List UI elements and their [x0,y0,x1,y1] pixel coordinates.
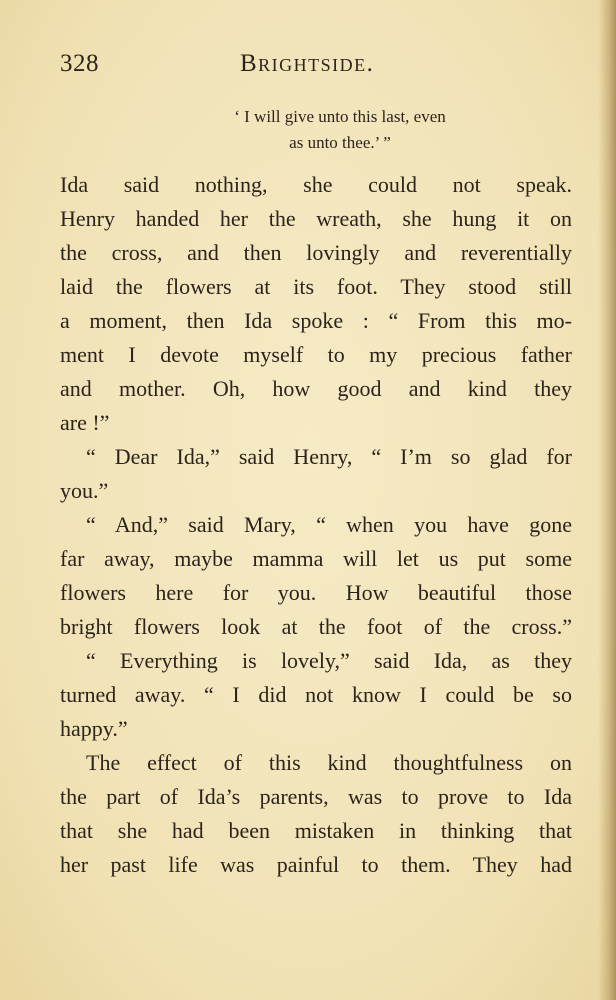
text-line: “ Everything is lovely,” said Ida, as they [86,648,572,673]
text-line: laid the flowers at its foot. They stood still [60,274,572,299]
body-text [60,168,572,882]
text-line: far away, maybe mamma will let us put some [60,546,572,571]
epigraph-quote [60,104,580,156]
text-line: flowers here for you. How beautiful those [60,580,572,605]
text-line: Henry handed her the wreath, she hung it on [60,206,572,231]
page-edge-shadow [598,0,616,1000]
running-head [60,50,578,84]
epigraph-line: as unto thee.’ ” [289,133,391,152]
page-number: 328 [60,50,99,77]
text-line: ment I devote myself to my precious father [60,342,572,367]
text-line: that she had been mistaken in thinking that [60,818,572,843]
text-line: a moment, then Ida spoke : “ From this mo- [60,308,572,333]
text-line: the cross, and then lovingly and reverentially [60,240,572,265]
text-line: happy.” [60,716,128,741]
text-line: Ida said nothing, she could not speak. [60,172,572,197]
text-line: you.” [60,478,109,503]
text-line: The effect of this kind thoughtfulness on [86,750,572,775]
text-line: and mother. Oh, how good and kind they [60,376,572,401]
text-line: the part of Ida’s parents, was to prove to Ida [60,784,572,809]
text-line: her past life was painful to them. They had [60,852,572,877]
text-line: turned away. “ I did not know I could be so [60,682,572,707]
text-line: are !” [60,410,110,435]
text-line: bright flowers look at the foot of the cross.” [60,614,572,639]
book-title: Brightside. [240,50,375,77]
text-line: “ And,” said Mary, “ when you have gone [86,512,572,537]
epigraph-line: ‘ I will give unto this last, even [234,107,446,126]
text-line: “ Dear Ida,” said Henry, “ I’m so glad for [86,444,572,469]
